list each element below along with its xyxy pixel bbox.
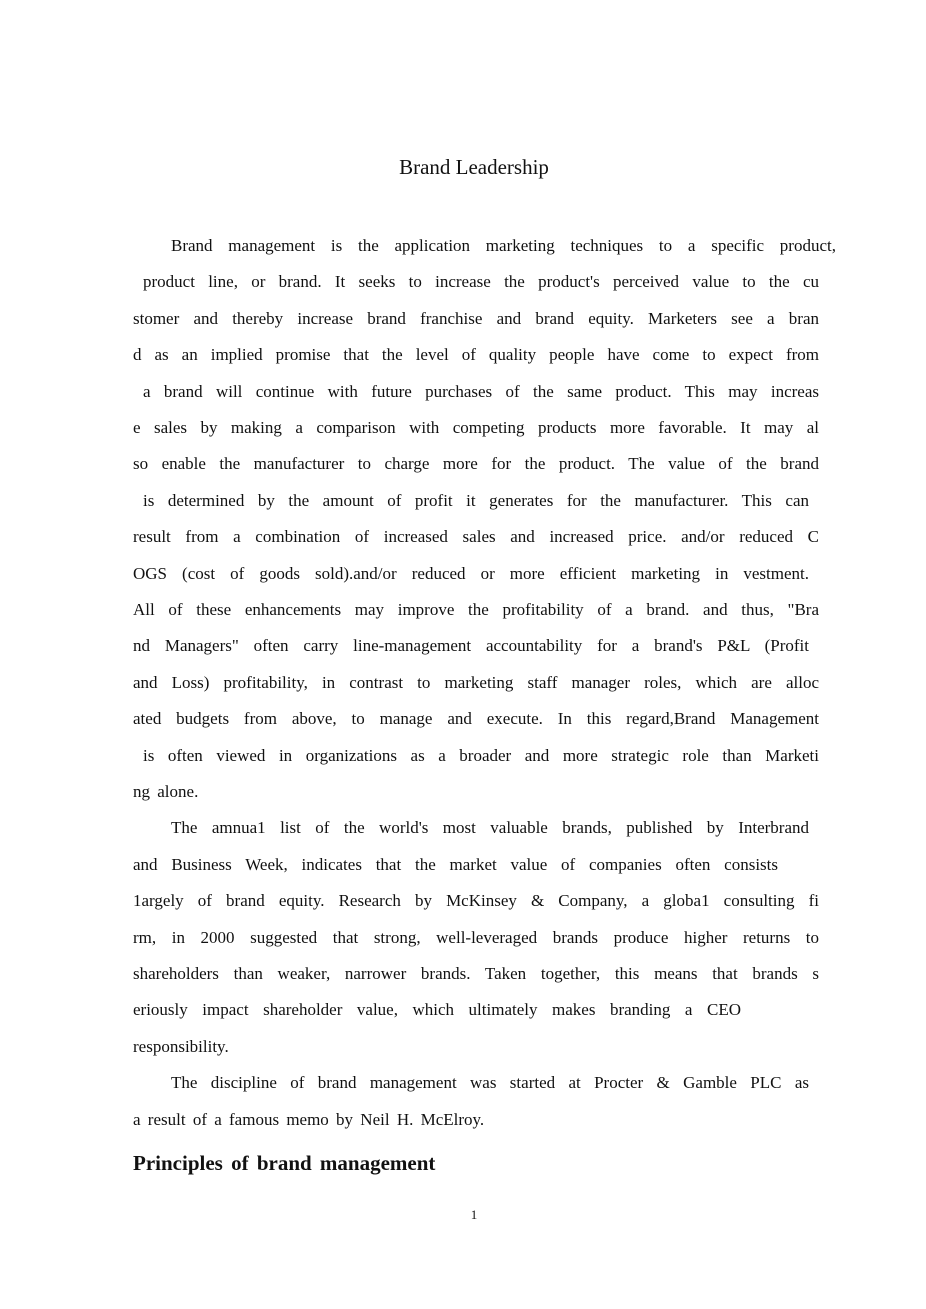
document-title: Brand Leadership: [399, 155, 549, 179]
paragraph-line: so enable the manufacturer to charge more for the product. The value of the brand: [133, 454, 819, 473]
paragraph-line: product line, or brand. It seeks to increase the product's perceived value to the cu: [143, 272, 819, 291]
paragraph-line: is determined by the amount of profit it generates for the manufacturer. This can: [143, 491, 809, 510]
paragraph-line: responsibility.: [133, 1037, 229, 1056]
paragraph-line: ng alone.: [133, 782, 199, 801]
paragraph-line: d as an implied promise that the level of quality people have come to expect from: [133, 345, 819, 364]
paragraph-line: shareholders than weaker, narrower brands. Taken together, this means that brands s: [133, 964, 819, 983]
paragraph-line: a brand will continue with future purchases of the same product. This may increas: [143, 382, 819, 401]
paragraph-line: All of these enhancements may improve the profitability of a brand. and thus, "Bra: [133, 600, 819, 619]
paragraph-line: The amnua1 list of the world's most valuable brands, published by Interbrand: [171, 818, 809, 837]
paragraph-line: nd Managers" often carry line-management accountability for a brand's P&L (Profit: [133, 636, 809, 655]
paragraph-line: rm, in 2000 suggested that strong, well-leveraged brands produce higher returns to: [133, 928, 819, 947]
paragraph-line: e sales by making a comparison with competing products more favorable. It may al: [133, 418, 819, 437]
paragraph-line: and Business Week, indicates that the market value of companies often consists: [133, 855, 778, 874]
paragraph-line: ated budgets from above, to manage and execute. In this regard,Brand Management: [133, 709, 819, 728]
paragraph-line: The discipline of brand management was started at Procter & Gamble PLC as: [171, 1073, 809, 1092]
paragraph-line: OGS (cost of goods sold).and/or reduced or more efficient marketing in vestment.: [133, 564, 809, 583]
paragraph-line: result from a combination of increased sales and increased price. and/or reduced C: [133, 527, 819, 546]
paragraph-line: eriously impact shareholder value, which ultimately makes branding a CEO: [133, 1000, 741, 1019]
paragraph-line: a result of a famous memo by Neil H. McElroy.: [133, 1110, 485, 1129]
paragraph-line: is often viewed in organizations as a broader and more strategic role than Marketi: [143, 746, 819, 765]
section-heading: Principles of brand management: [133, 1151, 436, 1175]
paragraph-line: and Loss) profitability, in contrast to marketing staff manager roles, which are alloc: [133, 673, 819, 692]
paragraph-line: stomer and thereby increase brand franchise and brand equity. Marketers see a bran: [133, 309, 819, 328]
paragraph-line: Brand management is the application marketing techniques to a specific product,: [171, 236, 836, 255]
page-number: 1: [470, 1207, 478, 1222]
paragraph-line: 1argely of brand equity. Research by McKinsey & Company, a globa1 consulting fi: [133, 891, 819, 910]
